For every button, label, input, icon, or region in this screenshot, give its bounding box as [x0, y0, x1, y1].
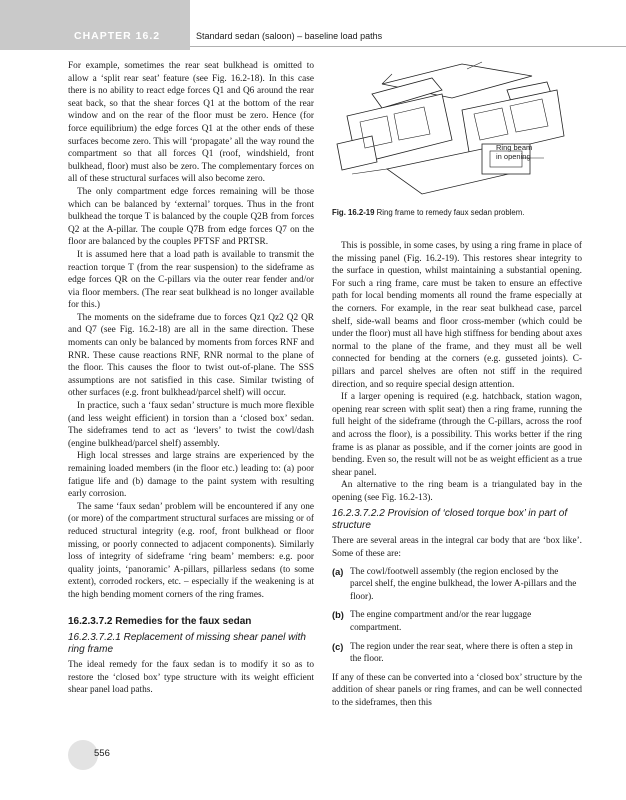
figure-ring-frame [332, 54, 582, 204]
chapter-tab [0, 0, 190, 50]
right-paragraph-2: If a larger opening is required (e.g. hatchback, station wagon, opening rear screen with split seat) then a ring frame, running the full height of the sideframe (through the C-pillars, across the roof and across the floor), is a possibility. This works better if the ring frame is as planar as possible, and if the corner joints are good in bending. Even so, the result will not be as weight efficient as a true shear panel. [332, 392, 582, 478]
figure-caption-label: Fig. 16.2-19 [332, 208, 375, 217]
list-item-b [332, 609, 582, 634]
list-text-a: The cowl/footwell assembly (the region enclosed by the parcel shelf, the engine bulkhead, the lower A-pillars and the floor). [350, 566, 577, 602]
left-paragraph-1: For example, sometimes the rear seat bulkhead is omitted to allow a ‘split rear seat’ feature (see Fig. 16.2-18). In this case there is no ability to react edge forces Q1 and Q6 around the rear seat back, so that the shear forces Q1 at the bottom of the rear window and on the rear of the floor must be zero. Hence (for force equilibrium) the edge forces Q1 at the other ends of these surfaces become zero. This will ‘propagate’ all the way round the compartment so that all forces Q1 (roof, windshield, front bulkhead, floor) must also be zero. The complementary forces on all of these structural surfaces will also become zero. [68, 61, 314, 185]
right-column [332, 240, 582, 710]
figure-caption [332, 208, 592, 217]
left-column [68, 60, 314, 697]
page-number: 556 [94, 748, 110, 759]
subsection-intro: There are several areas in the integral car body that are ‘box like’. Some of these are: [332, 536, 582, 560]
subsection-heading-1: 16.2.3.7.2.1 Replacement of missing shear panel with ring frame [68, 632, 306, 656]
subsection-text-1: The ideal remedy for the faux sedan is to modify it so as to restore the ‘closed box’ type structure with its weight efficient shear panel load paths. [68, 660, 314, 696]
list-item-a [332, 566, 582, 604]
subsection-heading-2: 16.2.3.7.2.2 Provision of ‘closed torque box’ in part of structure [332, 508, 568, 532]
left-paragraph-4: The moments on the sideframe due to forces Qz1 Qz2 Q2 QR and Q7 (see Fig. 16.2-18) are all in the same direction. These moments can only be balanced by moments from forces RNF and RNR. These cause reactions RNF, RNR normal to the plane of the floor. This causes the floor to twist out-of-plane. The SSS assumptions are not satisfied in this case. Similar twisting of other surfaces (e.g. front bulkhead/parcel shelf) will occur. [68, 312, 314, 399]
running-title: Standard sedan (saloon) – baseline load paths [196, 31, 383, 41]
left-paragraph-6: High local stresses and large strains are experienced by the remaining loaded members (in the floor etc.) leading to: (a) poor fatigue life and (b) damage to the paint system with resulting early corrosion. [68, 451, 314, 500]
left-paragraph-3: It is assumed here that a load path is available to transmit the reaction torque T (from the rear suspension) to the sideframe as edge forces QR on the C-pillars via the outer rear fender and/or via floor members. (The rear seat bulkhead is no longer available for this.) [68, 249, 314, 311]
page-number-badge [68, 740, 110, 770]
left-paragraph-5: In practice, such a ‘faux sedan’ structure is much more flexible (and less weight efficient) in torsion than a ‘closed box’ sedan. The sideframes tend to act as ‘levers’ to twist the cowl/dash (engine bulkhead/parcel shelf) assembly. [68, 401, 314, 449]
left-paragraph-7: The same ‘faux sedan’ problem will be encountered if any one (or more) of the compartment structural surfaces are missing or of reduced structural integrity (e.g. roof, front bulkhead or floor missing, or poorly connected to adjacent components). Similarly loss of integrity of sideframe ‘ring beam’ members: e.g. poor quality joints, ‘panoramic’ A-pillars, pillarless sedans (to some extent), corroded rockers, etc. – especially if the weakening is at the high bending moment corners of the ring frames. [68, 501, 314, 600]
section-heading: 16.2.3.7.2 Remedies for the faux sedan [68, 615, 252, 627]
header-rule [190, 46, 626, 47]
closing-paragraph: If any of these can be converted into a ‘closed box’ structure by the addition of shear panels or ring frames, and can be well connected to the sideframes, then this [332, 672, 582, 708]
right-paragraph-3: An alternative to the ring beam is a triangulated bay in the opening (see Fig. 16.2-13). [332, 480, 582, 503]
list-label-b: (b) [332, 610, 344, 621]
callout-line-2: in opening [496, 152, 531, 161]
chapter-label: CHAPTER 16.2 [74, 30, 161, 42]
figure-caption-text: Ring frame to remedy faux sedan problem. [376, 208, 525, 217]
exploded-body-drawing [332, 54, 582, 204]
left-paragraph-2: The only compartment edge forces remaining will be those which can be balanced by ‘external’ torques. Thus in the front bulkhead the torque T is balanced by the couple Q2B from forces Q2 at the A-pillar. The couple Q7B from edge forces Q7 on the floor are balanced by the couples PFTSF and PRTSR. [68, 186, 314, 248]
right-paragraph-1: This is possible, in some cases, by using a ring frame in place of the missing panel (Fig. 16.2-19). This restores shear integrity to the surface in question, whilst maintaining a substantial opening. For such a ring frame, care must be taken to ensure an effective path for local bending moments all round the frame especially at the corners. For example, in the rear seat bulkhead case, parcel shelf, side-wall beams and floor cross-member (which could be under the floor) must all have high stiffness for bending about axes normal to the plane of the frame, and they must all be well connected for bending at the corners (e.g. gusseted joints). C-pillars and parcel shelves are often not stiff in the required direction, and so require special design attention. [332, 241, 582, 390]
callout-line-1: Ring beam [496, 143, 533, 152]
list-item-c [332, 641, 582, 666]
list-text-b: The engine compartment and/or the rear luggage compartment. [350, 610, 532, 634]
list-label-c: (c) [332, 641, 344, 652]
front-bulkhead [337, 136, 377, 170]
list-label-a: (a) [332, 566, 344, 577]
list-text-c: The region under the rear seat, where there is often a step in the floor. [350, 641, 573, 665]
